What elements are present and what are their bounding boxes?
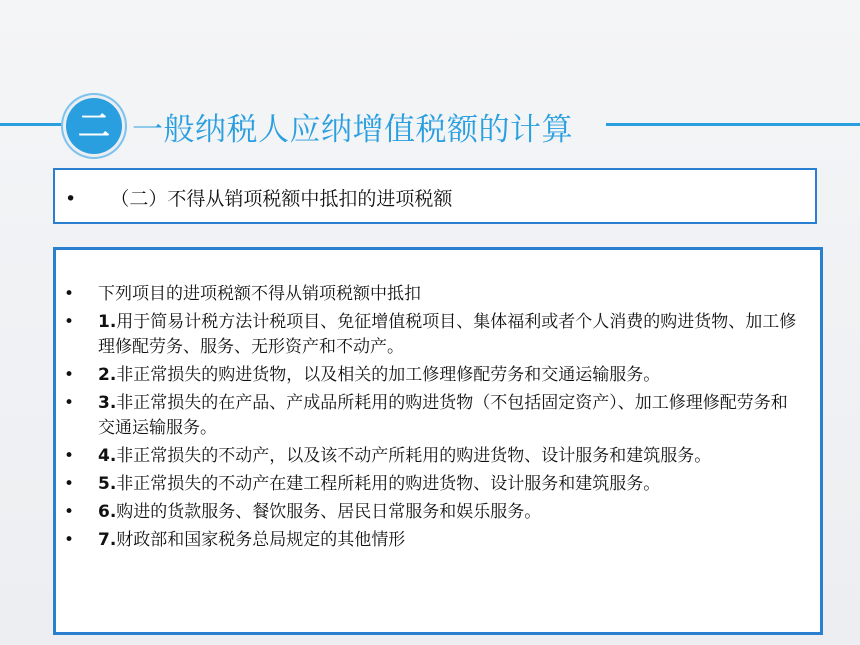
list-item xyxy=(56,363,816,388)
list-item xyxy=(56,391,816,441)
list-item xyxy=(56,472,816,497)
item-list xyxy=(56,282,816,556)
list-bullet: • xyxy=(64,312,75,332)
item-number: 6. xyxy=(98,502,117,522)
item-text: 非正常损失的在产品、产成品所耗用的购进货物（不包括固定资产）、加工修理修配劳务和交通运输服务。 xyxy=(98,393,788,438)
item-number: 3. xyxy=(98,393,117,413)
list-bullet: • xyxy=(64,393,75,413)
item-number: 1. xyxy=(98,312,117,332)
list-item xyxy=(56,500,816,525)
subheading xyxy=(65,184,452,211)
list-item xyxy=(56,310,816,360)
item-text: 购进的货款服务、餐饮服务、居民日常服务和娱乐服务。 xyxy=(116,502,542,522)
item-text: 下列项目的进项税额不得从销项税额中抵扣 xyxy=(98,284,421,304)
item-number: 2. xyxy=(98,365,117,385)
item-text: 财政部和国家税务总局规定的其他情形 xyxy=(116,530,406,550)
title-divider-right xyxy=(606,123,860,126)
subheading-box xyxy=(53,168,817,224)
list-item xyxy=(56,444,816,469)
item-number: 5. xyxy=(98,474,117,494)
slide-title: 一般纳税人应纳增值税额的计算 xyxy=(132,112,573,148)
subheading-bullet: • xyxy=(65,188,77,210)
item-text: 用于简易计税方法计税项目、免征增值税项目、集体福利或者个人消费的购进货物、加工修理修配劳务、服务、无形资产和不动产。 xyxy=(98,312,797,357)
list-bullet: • xyxy=(64,446,75,466)
item-text: 非正常损失的不动产在建工程所耗用的购进货物、设计服务和建筑服务。 xyxy=(116,474,661,494)
list-bullet: • xyxy=(64,474,75,494)
list-bullet: • xyxy=(64,530,75,550)
list-bullet: • xyxy=(64,502,75,522)
slide-title-bar xyxy=(0,95,860,155)
title-divider-left xyxy=(0,123,62,126)
item-text: 非正常损失的购进货物，以及相关的加工修理修配劳务和交通运输服务。 xyxy=(116,365,661,385)
list-item xyxy=(56,282,816,307)
list-bullet: • xyxy=(64,365,75,385)
subheading-text: （二）不得从销项税额中抵扣的进项税额 xyxy=(110,188,453,210)
content-box xyxy=(53,247,823,635)
list-item xyxy=(56,528,816,553)
section-number-badge: 二 xyxy=(66,98,122,154)
item-text: 非正常损失的不动产，以及该不动产所耗用的购进货物、设计服务和建筑服务。 xyxy=(116,446,712,466)
list-bullet: • xyxy=(64,284,75,304)
item-number: 4. xyxy=(98,446,117,466)
item-number: 7. xyxy=(98,530,117,550)
